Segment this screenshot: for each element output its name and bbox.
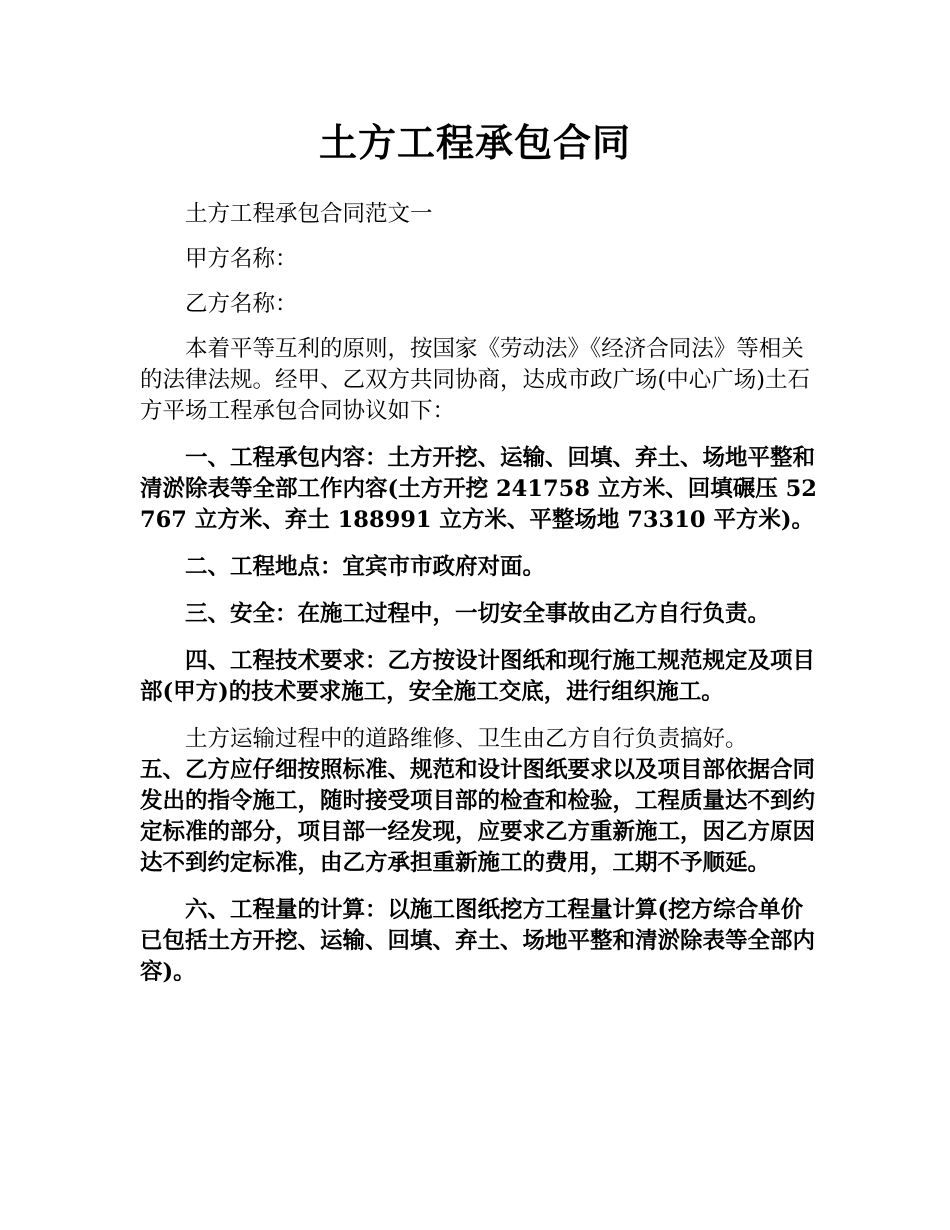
- paragraph-clause-3: 三、安全：在施工过程中，一切安全事故由乙方自行负责。: [185, 601, 771, 627]
- document-body: [140, 199, 820, 988]
- paragraph-clause-6: 六、工程量的计算：以施工图纸挖方工程量计算(挖方综合单价已包括土方开挖、运输、回填、弃土、场地平整和清淤除表等全部内容)。: [140, 897, 816, 985]
- paragraph-clause-1: 一、工程承包内容：土方开挖、运输、回填、弃土、场地平整和清淤除表等全部工作内容(土方开挖 241758 立方米、回填碾压 52767 立方米、弃土 188991 立方米、平整场地 73310 平方米)。: [140, 445, 817, 533]
- paragraph-party-b: 乙方名称：: [185, 291, 298, 317]
- paragraph-transport-note: 土方运输过程中的道路维修、卫生由乙方自行负责搞好。: [185, 726, 748, 752]
- paragraph-clause-2: 二、工程地点：宜宾市市政府对面。: [185, 554, 546, 580]
- paragraph-clause-4: 四、工程技术要求：乙方按设计图纸和现行施工规范规定及项目部(甲方)的技术要求施工，安全施工交底，进行组织施工。: [140, 648, 816, 705]
- paragraph-clause-5: 五、乙方应仔细按照标准、规范和设计图纸要求以及项目部依据合同发出的指令施工，随时接受项目部的检查和检验，工程质量达不到约定标准的部分，项目部一经发现，应要求乙方重新施工，因乙方原因达不到约定标准，由乙方承担重新施工的费用，工期不予顺延。: [140, 757, 816, 876]
- paragraph-party-a: 甲方名称：: [185, 246, 298, 272]
- paragraph-preamble: 本着平等互利的原则，按国家《劳动法》《经济合同法》等相关的法律法规。经甲、乙双方共同协商，达成市政广场(中心广场)土石方平场工程承包合同协议如下：: [140, 336, 811, 424]
- document-title: 土方工程承包合同: [318, 121, 631, 165]
- paragraph-subtitle: 土方工程承包合同范文一: [185, 201, 433, 227]
